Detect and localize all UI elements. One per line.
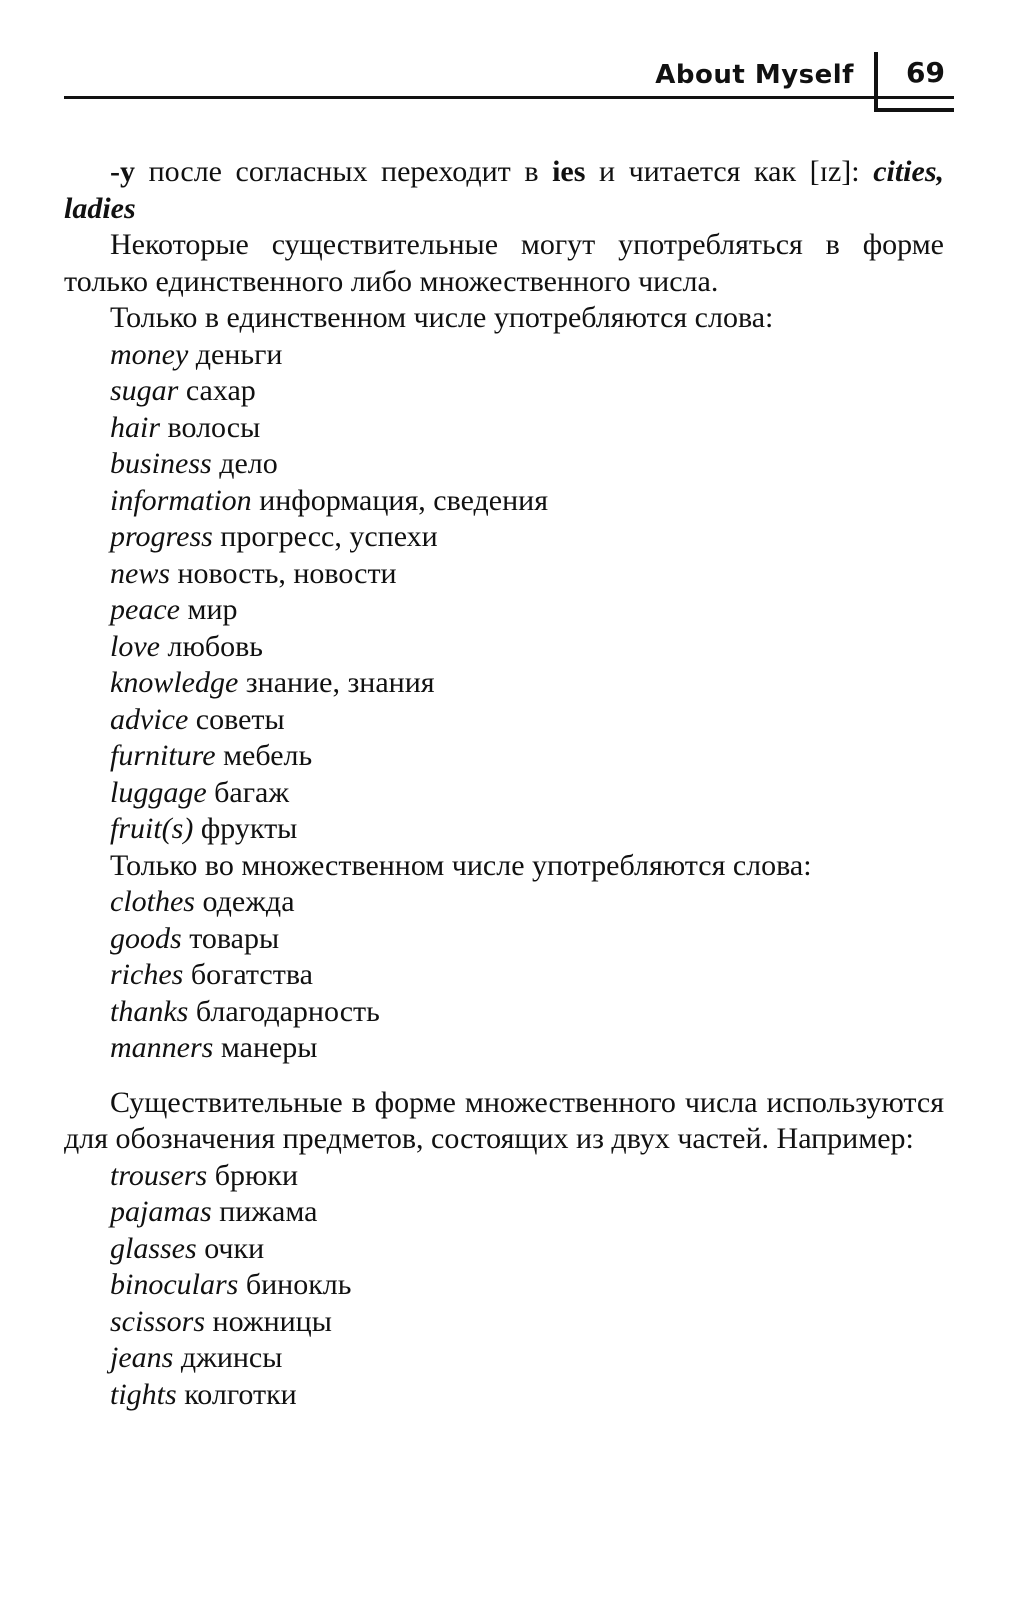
russian-translation: багаж (206, 775, 290, 809)
page-number: 69 (906, 56, 945, 89)
header-rule (64, 96, 954, 99)
intro-paragraph: Некоторые существительные могут употребляться в форме только единственного либо множественного числа. (64, 228, 944, 298)
singular-heading: Только в единственном числе употребляются слова: (110, 301, 774, 334)
list-item (64, 1377, 944, 1414)
english-word: sugar (110, 374, 179, 407)
english-word: knowledge (110, 666, 239, 699)
english-word: money (110, 337, 189, 371)
english-word: information (110, 483, 252, 517)
list-item (64, 556, 944, 593)
list-item (64, 921, 944, 958)
rule-ending: -y (110, 155, 135, 188)
list-item (64, 1231, 944, 1268)
english-word: riches (110, 958, 184, 991)
russian-translation: знание, знания (238, 666, 435, 699)
list-item (64, 811, 944, 848)
english-word: glasses (110, 1231, 197, 1265)
russian-translation: дело (211, 447, 278, 480)
header-rule-foot (874, 108, 954, 112)
english-word: goods (110, 921, 182, 955)
english-word: news (110, 556, 170, 590)
english-word: clothes (110, 885, 195, 918)
header-vertical-rule (874, 52, 878, 112)
english-word: peace (110, 593, 180, 626)
russian-translation: богатства (183, 958, 313, 991)
russian-translation: одежда (194, 885, 295, 918)
english-word: binoculars (110, 1268, 239, 1301)
paragraph-gap (64, 1067, 944, 1085)
russian-translation: очки (196, 1231, 265, 1265)
english-word: trousers (110, 1158, 208, 1192)
list-item (64, 1194, 944, 1231)
plural-heading: Только во множественном числе употребляются слова: (110, 848, 812, 882)
running-header (64, 48, 962, 104)
list-item (64, 702, 944, 739)
list-item (64, 373, 944, 410)
english-word: scissors (110, 1304, 206, 1338)
english-word: fruit(s) (110, 812, 194, 845)
russian-translation: пижама (211, 1195, 318, 1228)
russian-translation: любовь (159, 629, 263, 663)
running-header-title: About Myself (655, 60, 854, 90)
two-parts-word-list (64, 1158, 944, 1414)
english-word: tights (110, 1377, 177, 1411)
russian-translation: прогресс, успехи (212, 520, 438, 553)
rule-text-2: и читается как [ɪz]: (585, 155, 874, 188)
list-item (64, 1304, 944, 1341)
russian-translation: мир (179, 593, 238, 626)
russian-translation: сахар (178, 374, 256, 407)
list-item (64, 1158, 944, 1195)
rule-ies: ies (552, 155, 586, 188)
rule-y-paragraph (64, 154, 944, 227)
list-item (64, 775, 944, 812)
rule-example-2: ladies (64, 191, 136, 225)
singular-word-list (64, 337, 944, 848)
list-item (64, 519, 944, 556)
english-word: jeans (110, 1341, 174, 1374)
english-word: luggage (110, 775, 207, 809)
english-word: love (110, 629, 160, 663)
list-item (64, 957, 944, 994)
two-parts-paragraph: Существительные в форме множественного числа используются для обозначения предметов, состоящих из двух частей. Например: (64, 1085, 944, 1155)
english-word: furniture (110, 739, 216, 772)
english-word: business (110, 447, 212, 480)
russian-translation: товары (181, 921, 280, 955)
russian-translation: колготки (176, 1377, 297, 1411)
russian-translation: советы (188, 702, 285, 736)
russian-translation: волосы (160, 410, 261, 444)
russian-translation: новость, новости (170, 556, 397, 590)
plural-word-list (64, 884, 944, 1067)
russian-translation: благодарность (188, 994, 380, 1028)
list-item (64, 1030, 944, 1067)
russian-translation: бинокль (238, 1268, 352, 1301)
rule-text-1: после согласных переходит в (135, 155, 553, 188)
list-item (64, 1267, 944, 1304)
english-word: pajamas (110, 1195, 212, 1228)
list-item (64, 483, 944, 520)
list-item (64, 446, 944, 483)
russian-translation: манеры (213, 1031, 318, 1064)
russian-translation: ножницы (205, 1304, 332, 1338)
russian-translation: джинсы (173, 1341, 283, 1374)
russian-translation: деньги (188, 337, 283, 371)
list-item (64, 592, 944, 629)
page-body (64, 154, 944, 1413)
english-word: progress (110, 520, 213, 553)
list-item (64, 629, 944, 666)
english-word: hair (110, 410, 161, 444)
english-word: advice (110, 702, 189, 736)
list-item (64, 738, 944, 775)
russian-translation: фрукты (193, 812, 298, 845)
russian-translation: информация, сведения (251, 483, 548, 517)
russian-translation: мебель (215, 739, 313, 772)
rule-example-1: cities, (873, 155, 944, 188)
english-word: thanks (110, 994, 189, 1028)
english-word: manners (110, 1031, 214, 1064)
list-item (64, 1340, 944, 1377)
russian-translation: брюки (207, 1158, 299, 1192)
list-item (64, 994, 944, 1031)
list-item (64, 410, 944, 447)
list-item (64, 884, 944, 921)
list-item (64, 337, 944, 374)
list-item (64, 665, 944, 702)
